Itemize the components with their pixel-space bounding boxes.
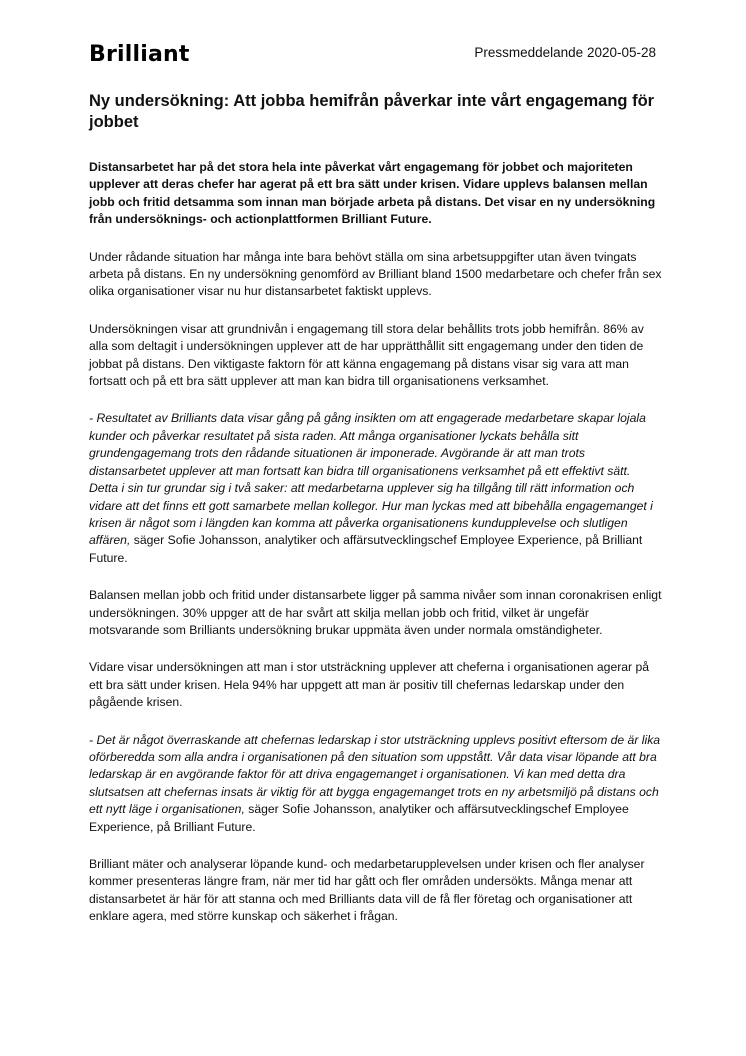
quote-1-text: - Resultatet av Brilliants data visar gång på gång insikten om att engagerade medarbetare skapar lojala kunder och påverkar resultatet på sista raden. Att många organisationer lyckats behålla sitt grundengagemang trots den rådande situationen är imponerade. Avgörande är att man trots distansarbetet upplever att man fortsatt kan bidra till organisationens verksamhet på ett effektivt sätt. Detta i sin tur grundar sig i två saker: att medarbetarna upplever sig ha tillgång till rätt information och vidare att det finns ett gott samarbete mellan kollegor. Hur man lyckas med att bibehålla engagemanget i krisen är något som i längden kan komma att påverka organisationens kundupplevelse och slutligen affären, [89, 411, 653, 548]
quote-2-text: - Det är något överraskande att chefernas ledarskap i stor utsträckning upplevs positivt eftersom de är lika oförberedda som alla andra i organisationen på den situation som uppstått. Vår data visar löpande att bra ledarskap är en avgörande faktor för att driva engagemanget i organisationen. Vi kan med detta dra slutsatsen att chefernas insats är viktig för att bygga engagemanget trots en ny arbetsmiljö på distans och ett nytt läge i organisationen, [89, 732, 661, 817]
lead-paragraph: Distansarbetet har på det stora hela inte påverkat vårt engagemang för jobbet och majoriteten upplever att deras chefer har agerat på ett bra sätt under krisen. Vidare upplevs balansen mellan jobb och fritid detsamma som innan man började arbeta på distans. Det visar en ny undersökning från undersöknings- och actionplattformen Brilliant Future. [89, 160, 656, 227]
paragraph-2: Undersökningen visar att grundnivån i engagemang till stora delar behållits trots jobb hemifrån. 86% av alla som deltagit i undersökningen upplever att de har upprätthållit sitt engagemang under den tiden de jobbat på distans. Den viktigaste faktorn för att känna engagemang på distans visar sig vara att man fortsatt och på ett bra sätt upplever att man kan bidra till organisationens verksamhet. [89, 321, 644, 389]
quote-paragraph-1 [89, 410, 662, 567]
paragraph-3: Balansen mellan jobb och fritid under distansarbete ligger på samma nivåer som innan coronakrisen enligt undersökningen. 30% uppger att de har svårt att skilja mellan jobb och fritid, vilket är ungefär motsvarande som Brilliants undersökning brukar uppmäta även under normala omständigheter. [89, 588, 662, 637]
article-body [89, 91, 662, 946]
press-release-date: Pressmeddelande 2020-05-28 [474, 45, 656, 60]
quote-2-attribution: säger Sofie Johansson, analytiker och affärsutvecklingschef Employee Experience, på Brilliant Future. [89, 802, 629, 834]
paragraph-1: Under rådande situation har många inte bara behövt ställa om sina arbetsuppgifter utan även tvingats arbeta på distans. En ny undersökning genomförd av Brilliant bland 1500 medarbetare och chefer från sex olika organisationer visar nu hur distansarbetet faktiskt upplevs. [89, 249, 662, 299]
quote-paragraph-2 [89, 732, 662, 836]
paragraph-4: Vidare visar undersökningen att man i stor utsträckning upplever att cheferna i organisationen agerar på ett bra sätt under krisen. Hela 94% har uppgett att man är positiv till chefernas ledarskap under den pågående krisen. [89, 660, 650, 710]
paragraph-5: Brilliant mäter och analyserar löpande kund- och medarbetarupplevelsen under krisen och fler analyser kommer presenteras längre fram, när mer tid har gått och fler områden undersökts. Många menar att distansarbetet är här för att stanna och med Brilliants data vill de få fler företag och organisationer att enklare agera, med större kunskap och säkerhet i frågan. [89, 857, 645, 924]
quote-1-attribution: säger Sofie Johansson, analytiker och affärsutvecklingschef Employee Experience, på Brilliant Future. [89, 533, 643, 565]
article-headline: Ny undersökning: Att jobba hemifrån påverkar inte vårt engagemang för jobbet [89, 92, 655, 131]
brilliant-logo: Brilliant [89, 42, 190, 67]
